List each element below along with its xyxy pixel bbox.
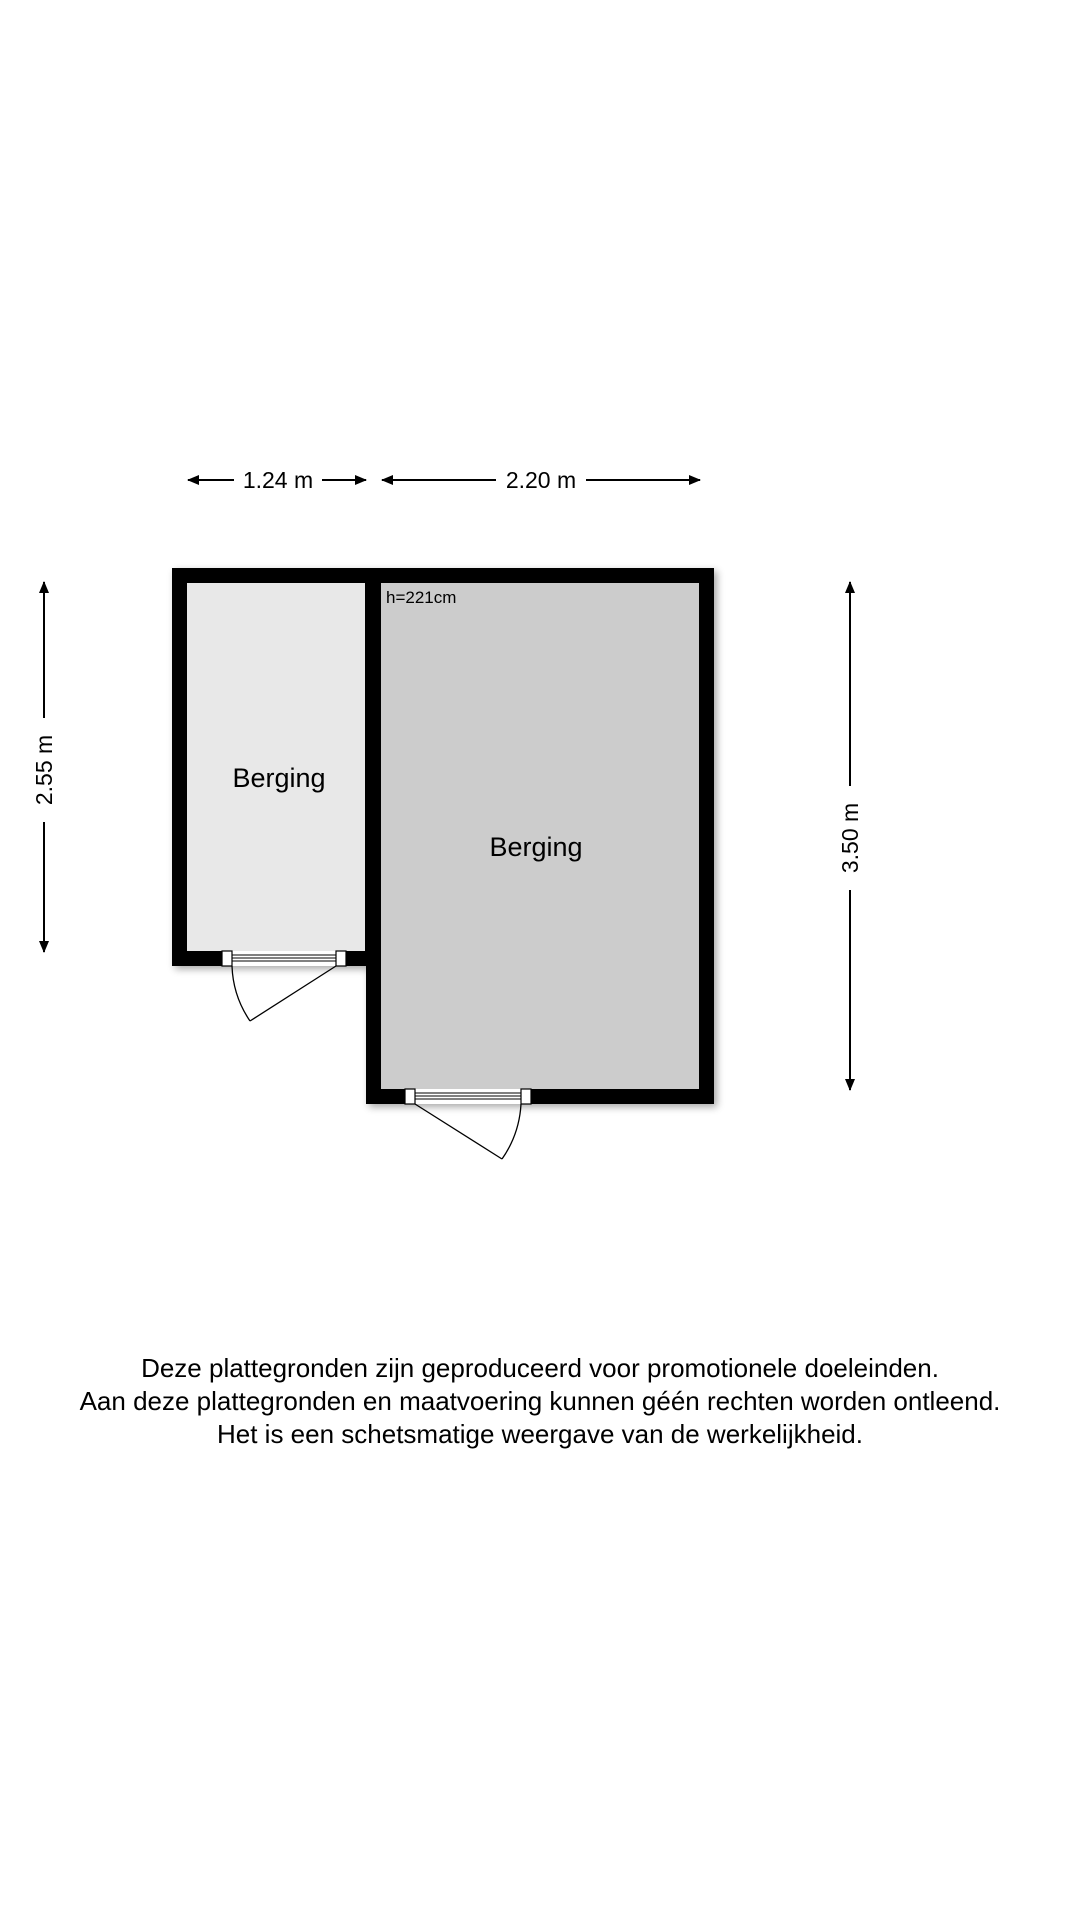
dimension-height-left — [31, 582, 57, 952]
dimension-height-right-label: 3.50 m — [837, 802, 863, 874]
dimension-width-left-label: 1.24 m — [242, 467, 314, 493]
door-left — [222, 951, 346, 1021]
dimension-height-left-label: 2.55 m — [31, 734, 57, 806]
disclaimer-line: Het is een schetsmatige weergave van de werkelijkheid. — [216, 1419, 863, 1449]
dimension-width-left — [188, 467, 366, 493]
room-storage-left-label: Berging — [232, 763, 326, 793]
disclaimer — [0, 1352, 1080, 1451]
ceiling-height-label: h=221cm — [386, 588, 457, 607]
dimension-width-right — [382, 467, 700, 493]
dimension-width-right-label: 2.20 m — [505, 467, 577, 493]
room-storage-right-label: Berging — [489, 832, 583, 862]
disclaimer-line: Aan deze plattegronden en maatvoering kunnen géén rechten worden ontleend. — [79, 1386, 1001, 1416]
dimension-height-right — [837, 582, 863, 1090]
disclaimer-line: Deze plattegronden zijn geproduceerd voor promotionele doeleinden. — [141, 1353, 939, 1383]
door-right — [405, 1089, 531, 1159]
